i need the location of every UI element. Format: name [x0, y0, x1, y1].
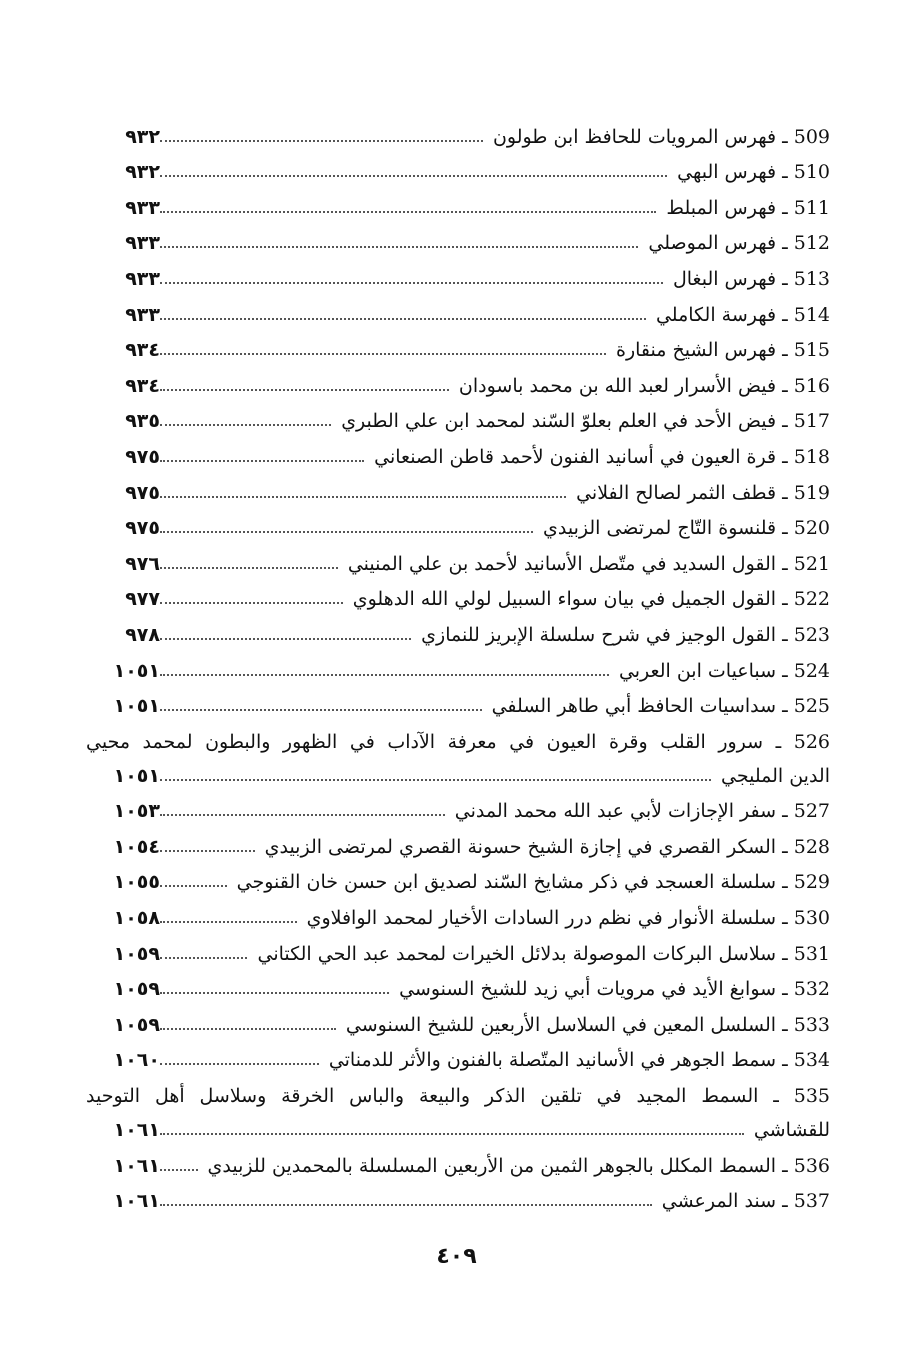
leader-dots: [160, 1204, 652, 1206]
leader-dots: [160, 567, 338, 569]
toc-entry-page: ١٠٦٠: [113, 1049, 160, 1072]
toc-entry-line: [80, 254, 830, 290]
toc-entry-title: 509 ـ فهرس المرويات للحافظ ابن طولون: [492, 125, 830, 148]
toc-entry-title-text: فيض الأسرار لعبد الله بن محمد باسودان: [458, 374, 777, 397]
toc-entry: [80, 219, 830, 255]
toc-entry-title: 530 ـ سلسلة الأنوار في نظم درر السادات الأخيار لمحمد الوافلاوي: [306, 907, 830, 930]
toc-entry-number: 517: [793, 410, 830, 433]
toc-entry-page: ٩٣٤: [125, 339, 160, 362]
toc-entry-page: ٩٣٣: [125, 267, 160, 290]
toc-entry-page: ١٠٦١: [113, 1190, 160, 1213]
toc-entry-title-text: السكر القصري في إجازة الشيخ حسونة القصري لمرتضى الزبيدي: [264, 835, 777, 858]
toc-entry-title-text: فهرس المرويات للحافظ ابن طولون: [492, 125, 777, 148]
leader-dots: [160, 175, 667, 177]
toc-entry-number: 526: [793, 730, 830, 753]
toc-entry-number: 518: [793, 445, 830, 468]
toc-entry: [80, 822, 830, 858]
toc-entry-title-text: فهرس البهي: [677, 161, 777, 184]
toc-entry-line: [80, 787, 830, 823]
toc-entry-title: 524 ـ سباعيات ابن العربي: [618, 659, 830, 682]
toc-entry-number: 523: [793, 623, 830, 646]
toc-entry-title: 523 ـ القول الوجيز في شرح سلسلة الإبريز للنمازي: [421, 623, 830, 646]
toc-entry-page: ١٠٦١: [113, 1154, 160, 1177]
leader-dots: [160, 211, 656, 213]
toc-entry: [80, 432, 830, 468]
leader-dots: [160, 850, 255, 852]
toc-entry-page: ١٠٥٩: [113, 1013, 160, 1036]
toc-entry-page: ٩٣٥: [125, 410, 160, 433]
toc-entry: [80, 468, 830, 504]
toc-entry-number: 520: [793, 517, 830, 540]
leader-dots: [160, 992, 389, 994]
toc-entry-line: [80, 183, 830, 219]
toc-entry-line: [80, 1177, 830, 1213]
toc-entry-page: ٩٧٨: [125, 623, 160, 646]
toc-entry-number: 515: [793, 339, 830, 362]
toc-entry-line: [80, 1036, 830, 1072]
toc-entry-title: 535 ـ السمط المجيد في تلقين الذكر والبيعة والباس الخرقة وسلاسل أهل التوحيد: [86, 1085, 830, 1108]
toc-entry-line: [80, 539, 830, 575]
leader-dots: [160, 353, 606, 355]
toc-entry-number: 511: [793, 196, 830, 219]
toc-entry-title-text: السمط المجيد في تلقين الذكر والبيعة والباس الخرقة وسلاسل أهل التوحيد: [86, 1085, 759, 1108]
toc-entry: [80, 112, 830, 148]
toc-entry-line: [80, 1141, 830, 1177]
toc-entry: [80, 1141, 830, 1177]
toc-entry-number: 533: [793, 1013, 830, 1036]
leader-dots: [160, 389, 449, 391]
leader-dots: [160, 602, 343, 604]
toc-entry-page: ١٠٥٥: [113, 871, 160, 894]
leader-dots: [160, 709, 482, 711]
toc-entry-line: [80, 148, 830, 184]
toc-entry-number: 521: [793, 552, 830, 575]
toc-entry-title: 520 ـ قلنسوة التّاج لمرتضى الزبيدي: [543, 517, 830, 540]
toc-entry-title-text: سمط الجوهر في الأسانيد المتّصلة بالفنون والأثر للدمناتي: [328, 1049, 777, 1072]
page-number: ٤٠٩: [436, 1244, 477, 1269]
toc-entry-title-text: القول الجميل في بيان سواء السبيل لولي الله الدهلوي: [352, 588, 777, 611]
leader-dots: [160, 1169, 198, 1171]
toc-entry-line: [80, 504, 830, 540]
toc-entry-title-text: سلسلة العسجد في ذكر مشايخ السّند لصديق ابن حسن خان القنوجي: [236, 871, 777, 894]
toc-entry: [80, 717, 830, 787]
toc-entry-title-text: سداسيات الحافظ أبي طاهر السلفي: [491, 695, 777, 718]
leader-dots: [160, 885, 227, 887]
toc-entry-page: ٩٧٦: [125, 552, 160, 575]
toc-entry-page: ١٠٥٤: [113, 835, 160, 858]
toc-entry-title-text: قلنسوة التّاج لمرتضى الزبيدي: [543, 517, 777, 540]
toc-entry-title-text: سلاسل البركات الموصولة بدلائل الخيرات لمحمد عبد الحي الكتاني: [257, 942, 777, 965]
toc-entry-line: [80, 753, 830, 787]
toc-entry-number: 537: [793, 1190, 830, 1213]
toc-entry-number: 534: [793, 1049, 830, 1072]
leader-dots: [160, 1133, 744, 1135]
toc-entry: [80, 397, 830, 433]
toc-entry-number: 519: [793, 481, 830, 504]
toc-entry-title: 526 ـ سرور القلب وقرة العيون في معرفة الآداب في الظهور والبطون لمحمد محيي: [86, 730, 830, 753]
toc-entry-number: 516: [793, 374, 830, 397]
toc-entry: [80, 290, 830, 326]
toc-entry-title-text: سوابغ الأيد في مرويات أبي زيد للشيخ السنوسي: [399, 978, 777, 1001]
toc-entry-number: 514: [793, 303, 830, 326]
leader-dots: [160, 638, 411, 640]
toc-entry-page: ٩٣٤: [125, 374, 160, 397]
toc-entry-title-text: السمط المكلل بالجوهر الثمين من الأربعين المسلسلة بالمحمدين للزبيدي: [207, 1154, 777, 1177]
toc-entry-title: 522 ـ القول الجميل في بيان سواء السبيل لولي الله الدهلوي: [352, 588, 830, 611]
toc-entry-number: 535: [793, 1085, 830, 1108]
toc-entry: [80, 965, 830, 1001]
toc-entry-title: 516 ـ فيض الأسرار لعبد الله بن محمد باسودان: [458, 374, 830, 397]
toc-entry-title: 517 ـ فيض الأحد في العلم بعلوّ السّند لمحمد ابن علي الطبري: [341, 410, 830, 433]
toc-entry: [80, 148, 830, 184]
toc-entry-number: 527: [793, 800, 830, 823]
toc-entry-page: ٩٧٧: [125, 588, 160, 611]
toc-entry-page: ١٠٥٨: [113, 907, 160, 930]
toc-entry-number: 510: [793, 161, 830, 184]
toc-entry-title-text: القول الوجيز في شرح سلسلة الإبريز للنمازي: [421, 623, 777, 646]
toc-entry: [80, 1000, 830, 1036]
toc-entry-title: 525 ـ سداسيات الحافظ أبي طاهر السلفي: [491, 695, 830, 718]
leader-dots: [160, 318, 646, 320]
toc-entry-title: 518 ـ قرة العيون في أسانيد الفنون لأحمد قاطن الصنعاني: [374, 445, 830, 468]
leader-dots: [160, 814, 445, 816]
leader-dots: [160, 424, 331, 426]
toc-entry-title-continued: للقشاشي: [753, 1119, 830, 1142]
toc-entry-line: [80, 1000, 830, 1036]
leader-dots: [160, 140, 483, 142]
toc-entry-line: [80, 965, 830, 1001]
toc-entry-line: [80, 610, 830, 646]
toc-entry-title: 512 ـ فهرس الموصلي: [648, 232, 830, 255]
toc-entry-line: [80, 717, 830, 753]
toc-entry: [80, 504, 830, 540]
toc-entry-number: 530: [793, 907, 830, 930]
leader-dots: [160, 531, 533, 533]
toc-entry-number: 512: [793, 232, 830, 255]
toc-entry: [80, 254, 830, 290]
leader-dots: [160, 460, 364, 462]
leader-dots: [160, 674, 609, 676]
toc-entry-number: 532: [793, 978, 830, 1001]
toc-entry-page: ١٠٥٣: [113, 800, 160, 823]
toc-entry-line: [80, 397, 830, 433]
toc-entry-number: 513: [793, 267, 830, 290]
toc-entry-line: [80, 112, 830, 148]
toc-entry-page: ٩٣٣: [125, 196, 160, 219]
toc-entry-page: ١٠٥١: [113, 659, 160, 682]
toc-entry-line: [80, 858, 830, 894]
toc-entry-page: ٩٣٣: [125, 303, 160, 326]
toc-entry: [80, 1071, 830, 1141]
toc-entry-title: 527 ـ سفر الإجازات لأبي عبد الله محمد المدني: [454, 800, 830, 823]
toc-entry-line: [80, 326, 830, 362]
toc-list: [80, 112, 830, 1212]
toc-entry-page: ١٠٦١: [113, 1119, 160, 1142]
toc-entry-number: 528: [793, 835, 830, 858]
toc-entry-title: 521 ـ القول السديد في متّصل الأسانيد لأحمد بن علي المنيني: [347, 552, 830, 575]
toc-entry-title-text: سفر الإجازات لأبي عبد الله محمد المدني: [454, 800, 777, 823]
toc-entry-title: 510 ـ فهرس البهي: [677, 161, 830, 184]
toc-entry-line: [80, 361, 830, 397]
toc-entry-line: [80, 682, 830, 718]
toc-entry-page: ٩٣٢: [125, 161, 160, 184]
toc-entry-title-text: سباعيات ابن العربي: [618, 659, 777, 682]
toc-entry-title-text: فهرس البغال: [672, 267, 777, 290]
toc-entry-title: 511 ـ فهرس المبلط: [666, 196, 830, 219]
toc-entry: [80, 183, 830, 219]
toc-entry-page: ٩٧٥: [125, 481, 160, 504]
toc-entry-line: [80, 575, 830, 611]
toc-entry: [80, 646, 830, 682]
toc-entry-title-text: فهرس المبلط: [666, 196, 777, 219]
toc-entry-number: 536: [793, 1154, 830, 1177]
leader-dots: [160, 246, 638, 248]
toc-entry-number: 531: [793, 942, 830, 965]
toc-entry-title-text: سرور القلب وقرة العيون في معرفة الآداب في الظهور والبطون لمحمد محيي: [86, 730, 764, 753]
toc-entry-title-text: السلسل المعين في السلاسل الأربعين للشيخ السنوسي: [345, 1013, 777, 1036]
toc-entry-line: [80, 219, 830, 255]
toc-entry-title-text: سلسلة الأنوار في نظم درر السادات الأخيار لمحمد الوافلاوي: [306, 907, 777, 930]
toc-entry-title-text: قطف الثمر لصالح الفلاني: [576, 481, 777, 504]
toc-entry-line: [80, 893, 830, 929]
toc-entry-title-text: قرة العيون في أسانيد الفنون لأحمد قاطن الصنعاني: [374, 445, 777, 468]
toc-entry-line: [80, 468, 830, 504]
toc-entry-title: 537 ـ سند المرعشي: [661, 1190, 830, 1213]
leader-dots: [160, 496, 566, 498]
toc-entry-line: [80, 432, 830, 468]
toc-entry-page: ١٠٥٩: [113, 978, 160, 1001]
toc-entry-page: ١٠٥١: [113, 695, 160, 718]
leader-dots: [160, 957, 247, 959]
toc-entry: [80, 787, 830, 823]
toc-entry-page: ٩٣٢: [125, 125, 160, 148]
toc-entry-line: [80, 1071, 830, 1107]
toc-entry-line: [80, 1107, 830, 1141]
toc-entry-title: 515 ـ فهرس الشيخ منقارة: [616, 339, 830, 362]
toc-entry-title-text: القول السديد في متّصل الأسانيد لأحمد بن علي المنيني: [347, 552, 777, 575]
toc-entry-title: 514 ـ فهرسة الكاملي: [655, 303, 830, 326]
toc-entry-number: 525: [793, 695, 830, 718]
toc-entry-title: 534 ـ سمط الجوهر في الأسانيد المتّصلة بالفنون والأثر للدمناتي: [328, 1049, 830, 1072]
toc-entry: [80, 539, 830, 575]
leader-dots: [160, 921, 297, 923]
toc-entry-title-text: فهرس الموصلي: [648, 232, 777, 255]
toc-entry-title: 531 ـ سلاسل البركات الموصولة بدلائل الخيرات لمحمد عبد الحي الكتاني: [257, 942, 830, 965]
toc-entry-line: [80, 290, 830, 326]
toc-entry-number: 529: [793, 871, 830, 894]
toc-entry-page: ٩٧٥: [125, 445, 160, 468]
toc-entry-title: 529 ـ سلسلة العسجد في ذكر مشايخ السّند لصديق ابن حسن خان القنوجي: [236, 871, 830, 894]
toc-entry-line: [80, 929, 830, 965]
leader-dots: [160, 282, 663, 284]
toc-entry-title-text: فيض الأحد في العلم بعلوّ السّند لمحمد ابن علي الطبري: [341, 410, 777, 433]
toc-entry-title-text: فهرس الشيخ منقارة: [616, 339, 777, 362]
toc-entry-page: ١٠٥٩: [113, 942, 160, 965]
toc-entry-title: 519 ـ قطف الثمر لصالح الفلاني: [576, 481, 830, 504]
toc-entry-title: 536 ـ السمط المكلل بالجوهر الثمين من الأربعين المسلسلة بالمحمدين للزبيدي: [207, 1154, 830, 1177]
toc-entry: [80, 858, 830, 894]
toc-entry: [80, 326, 830, 362]
toc-entry-title: 533 ـ السلسل المعين في السلاسل الأربعين للشيخ السنوسي: [345, 1013, 830, 1036]
toc-entry-title: 528 ـ السكر القصري في إجازة الشيخ حسونة القصري لمرتضى الزبيدي: [264, 835, 830, 858]
toc-entry: [80, 575, 830, 611]
toc-entry-title: 532 ـ سوابغ الأيد في مرويات أبي زيد للشيخ السنوسي: [399, 978, 830, 1001]
leader-dots: [160, 779, 711, 781]
leader-dots: [160, 1063, 319, 1065]
toc-entry-line: [80, 822, 830, 858]
toc-entry: [80, 682, 830, 718]
toc-entry: [80, 610, 830, 646]
toc-entry-title-text: فهرسة الكاملي: [655, 303, 777, 326]
toc-entry: [80, 893, 830, 929]
toc-entry: [80, 1036, 830, 1072]
toc-entry-page: ٩٣٣: [125, 232, 160, 255]
toc-entry-number: 509: [793, 125, 830, 148]
toc-entry-number: 522: [793, 588, 830, 611]
toc-entry-page: ٩٧٥: [125, 517, 160, 540]
toc-entry-title-continued: الدين المليجي: [720, 764, 830, 787]
toc-entry: [80, 1177, 830, 1213]
toc-entry-line: [80, 646, 830, 682]
toc-entry-page: ١٠٥١: [113, 764, 160, 787]
toc-entry: [80, 361, 830, 397]
leader-dots: [160, 1028, 336, 1030]
toc-entry-title-text: سند المرعشي: [661, 1190, 777, 1213]
toc-entry-number: 524: [793, 659, 830, 682]
toc-entry-title: 513 ـ فهرس البغال: [672, 267, 830, 290]
toc-entry: [80, 929, 830, 965]
